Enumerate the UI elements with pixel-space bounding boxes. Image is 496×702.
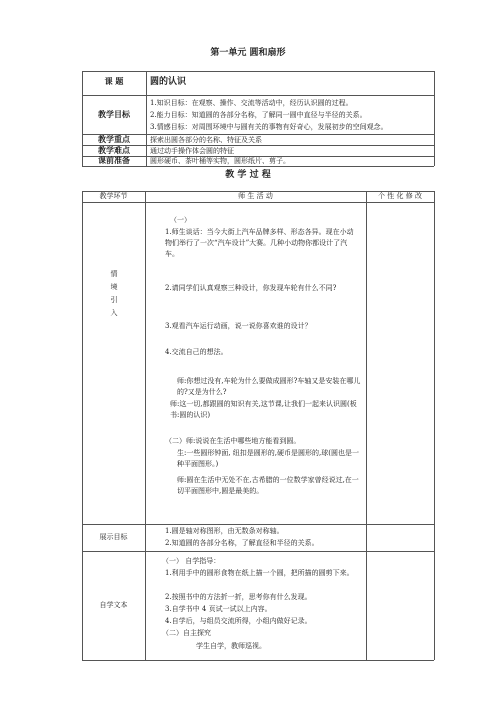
s3-item-1: 1.利用手中的圆形食物在纸上描一个圆，把所描的圆剪下来。 xyxy=(165,569,354,577)
key-label: 教学重点 xyxy=(98,135,130,144)
prep-value: 圆形硬币、茶叶桶等实物，圆形纸片、剪子。 xyxy=(150,157,290,165)
s2-line-2: 2.知道圆的各部分名称，了解直径和半径的关系。 xyxy=(165,539,319,547)
difficulty-value: 通过动手操作体会圆的特征 xyxy=(150,147,234,155)
goal-line-2: 2.能力目标：知道圆的各部分名称，了解同一圆中直径与半径的关系。 xyxy=(150,111,367,119)
col-stage-header: 教学环节 xyxy=(99,192,128,200)
s3-part-two: （二）自主探究 xyxy=(162,629,211,637)
process-title: 教 学 过 程 xyxy=(225,170,271,180)
s1-student-answer: 生:一些圆形钟面, 纽扣是圆形的,硬币是圆形的,球(圆也是一种平面图形。) xyxy=(177,449,359,468)
s1-teacher-remark: 师:圆在生活中无处不在,古希腊的一位数学家曾经说过,在一切平面图形中,圆是最美的。 xyxy=(177,476,359,495)
s3-item-4: 4.自学后，与组员交流所得，小组内做好记录。 xyxy=(165,617,312,625)
stage-label-selfstudy: 自学文本 xyxy=(99,601,128,609)
goals-label: 教学目标 xyxy=(98,110,130,119)
s2-line-1: 1.圆是轴对称图形，由无数条对称轴。 xyxy=(165,527,284,535)
s3-note: 学生自学，教师巡视。 xyxy=(196,642,266,650)
s1-teacher-intro: 师:这一切,都跟圆的知识有关,这节课,让我们一起来认识圆(板书:圆的认识) xyxy=(170,400,357,419)
prep-label: 课前准备 xyxy=(98,156,130,165)
col-activity-header: 师 生 活 动 xyxy=(238,192,273,200)
s1-teacher-q: 师:你想过没有,车轮为什么要做成圆形?车轴又是安装在哪儿的?又是为什么? xyxy=(177,377,361,396)
goal-line-3: 3.情感目标：对周围环境中与圆有关的事物有好奇心，发展初步的空间观念。 xyxy=(150,123,388,131)
s1-item-4: 4.交流自己的想法。 xyxy=(165,348,228,356)
s3-item-2: 2.按照书中的方法折一折，思考你有什么发现。 xyxy=(165,593,312,601)
topic-label: 课 题 xyxy=(104,77,124,86)
s3-item-3: 3.自学书中 4 页试一试以上内容。 xyxy=(165,605,272,613)
s1-part-one: （一） xyxy=(170,216,191,224)
s1-item-3: 3.观看汽车运行动画，说一说你喜欢谁的设计？ xyxy=(165,322,312,330)
key-value: 探索出圆各部分的名称、特征及关系 xyxy=(150,136,262,144)
difficulty-label: 教学难点 xyxy=(98,146,130,155)
goal-line-1: 1.知识目标：在观察、操作、交流等活动中，经历认识圆的过程。 xyxy=(150,99,353,107)
s3-part-one: （一） 自学指导： xyxy=(162,557,221,565)
col-notes-header: 个 性 化 修 改 xyxy=(378,192,422,200)
stage-label-situation: 情 境 引 入 xyxy=(110,270,118,317)
stage-label-goals: 展示目标 xyxy=(99,533,128,541)
s1-item-1: 1.师生谈话：当今大街上汽车品牌多样、形态各异。现在小动物们举行了一次“汽车设计”大赛。几种小动物你都设计了汽车。 xyxy=(165,228,354,258)
s1-item-2: 2.请同学们认真观察三种设计，你发现车轮有什么不同? xyxy=(165,284,337,292)
topic-value: 圆的认识 xyxy=(150,77,187,87)
s1-part-two: （二）师:说说在生活中哪些地方能看到圆。 xyxy=(165,437,301,445)
unit-title: 第一单元 圆和扇形 xyxy=(210,48,286,58)
